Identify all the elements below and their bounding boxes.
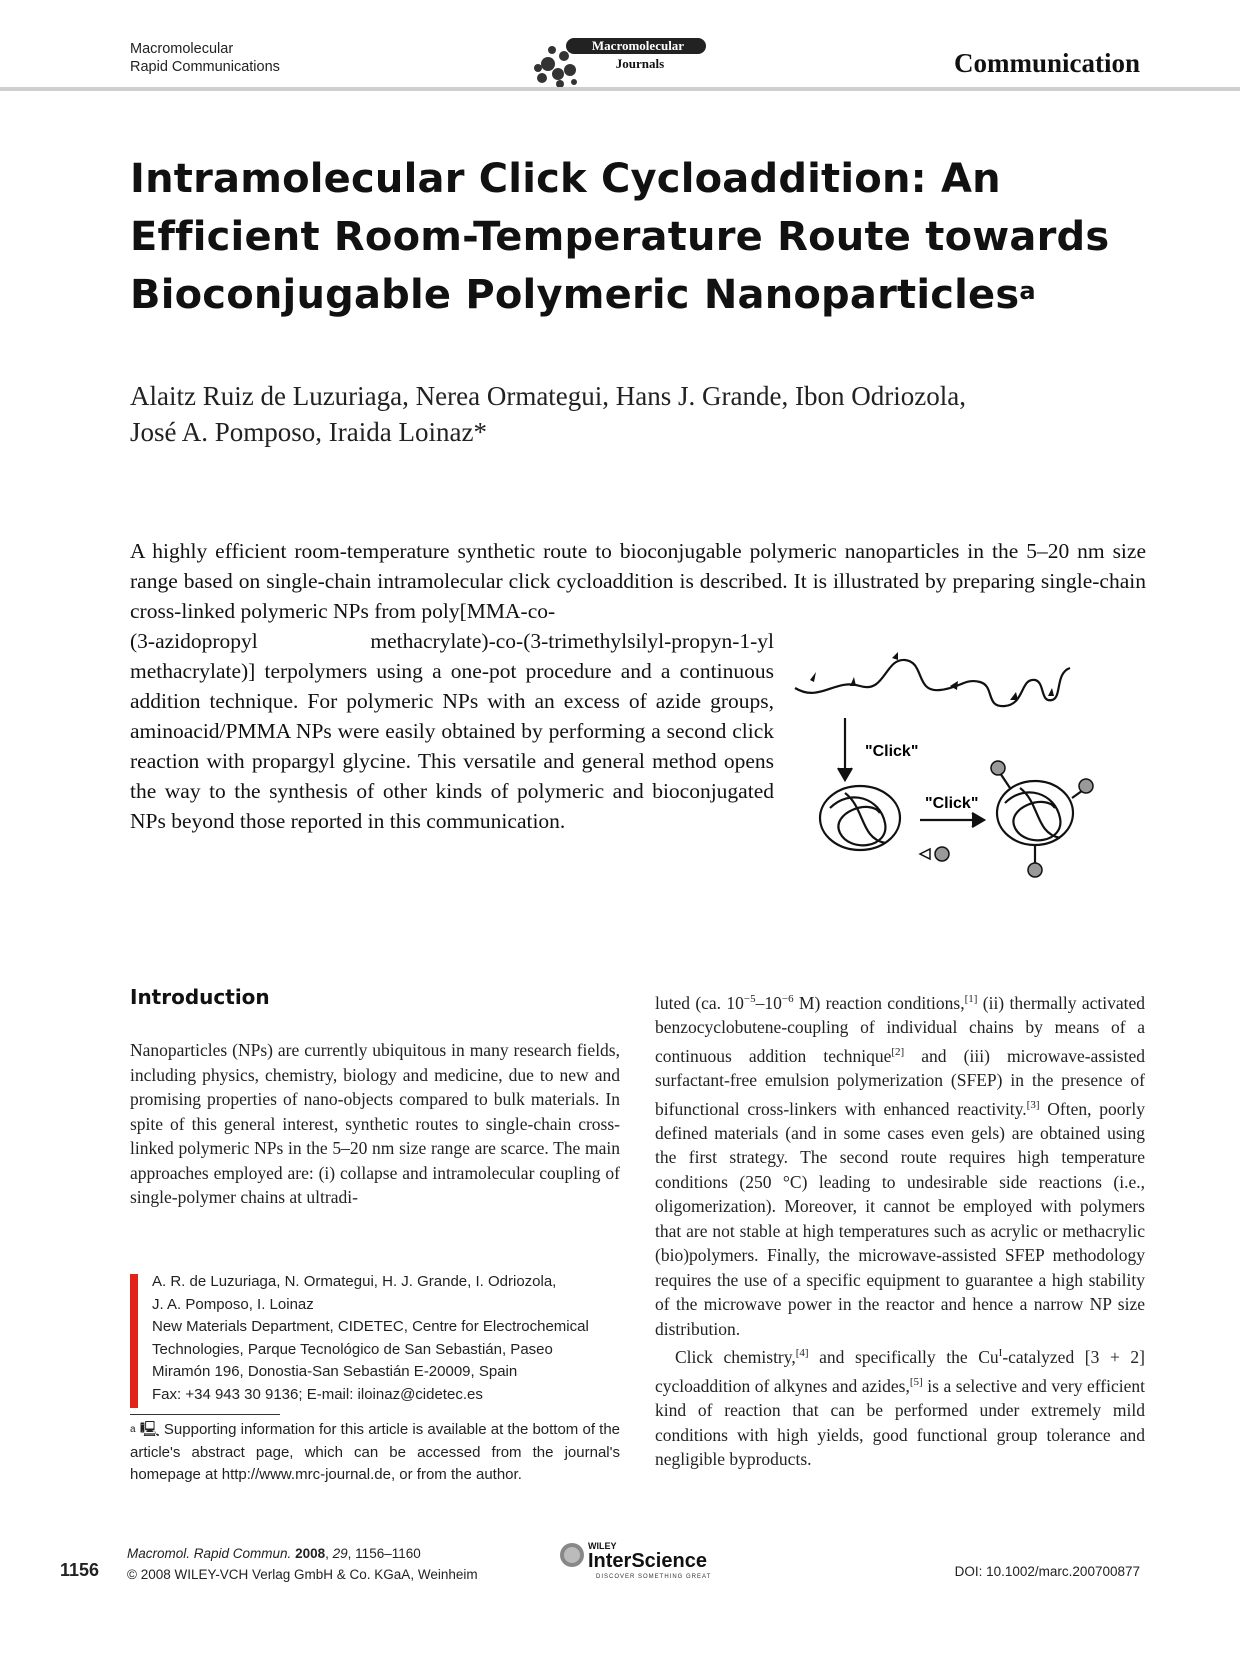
affiliation-accent-bar — [130, 1274, 138, 1408]
citation-ref-3[interactable]: [3] — [1026, 1098, 1040, 1111]
toc-click-label-1: "Click" — [865, 743, 919, 760]
affiliation-line: A. R. de Luzuriaga, N. Ormategui, H. J. Grande, I. Odriozola, — [152, 1273, 557, 1290]
section-type: Communication — [953, 48, 1140, 78]
exponent: −6 — [781, 993, 794, 1005]
publisher-name: InterScience — [588, 1550, 707, 1572]
macromolecular-journals-logo — [528, 28, 718, 90]
exponent: −5 — [743, 993, 756, 1005]
citation-year: 2008 — [295, 1546, 326, 1561]
text-run: is a selective and very efficient kind of reaction that can be performed under extremely mild conditions with high yields, good functional group tolerance and negligible byproducts. — [655, 1375, 1145, 1470]
citation-volume: 29 — [332, 1546, 348, 1561]
affiliation-line: Miramón 196, Donostia-San Sebastián E-20009, Spain — [152, 1363, 518, 1380]
page-number: 1156 — [60, 1560, 100, 1580]
abstract-part1: A highly efficient room-temperature synthetic route to bioconjugable polymeric nanoparticles in the 5–20 nm size range based on single-chain intramolecular click cycloaddition is described. It is illustrated by preparing single-chain cross-linked polymeric NPs from poly[MMA-co- — [130, 539, 1146, 623]
intro-col2-paragraph-1 — [655, 987, 1145, 1341]
text-run: –10 — [755, 992, 782, 1013]
affiliation-line: J. A. Pomposo, I. Loinaz — [152, 1295, 314, 1313]
abstract-part2: (3-azidopropyl methacrylate)-co-(3-trimethylsilyl-propyn-1-yl methacrylate)] terpolymers using a one-pot procedure and a continuous addition technique. For polymeric NPs with an excess of azide groups, aminoacid/PMMA NPs were easily obtained by performing a second click reaction with propargyl glycine. This versatile and general method opens the way to the synthesis of other kinds of polymeric and bioconjugated NPs beyond those reported in this communication. — [130, 629, 774, 833]
wiley-interscience-logo[interactable] — [556, 1533, 736, 1583]
authors-line2: José A. Pomposo, Iraida Loinaz* — [130, 417, 487, 447]
text-run: luted (ca. 10 — [655, 992, 744, 1013]
citation-ref-5[interactable]: [5] — [909, 1375, 923, 1388]
publisher-tagline: DISCOVER SOMETHING GREAT — [596, 1574, 712, 1580]
journal-name-line1: Macromolecular — [130, 41, 234, 57]
citation-line: Macromol. Rapid Commun. 2008, 29, 1156–1160 — [127, 1546, 421, 1561]
doi[interactable]: DOI: 10.1002/marc.200700877 — [954, 1564, 1140, 1579]
text-run: and (iii) microwave-assisted surfactant-free emulsion polymerization (SFEP) in the presence of bifunctional cross-linkers with enhanced reactivity. — [655, 1045, 1145, 1119]
text-run: Often, poorly defined materials (and in some cases even gels) are obtained using the first strategy. The second route requires high temperature conditions (250 °C) leading to undesirable side reactions (i.e., oligomerization). Moreover, it cannot be employed with polymers that are not stable at high temperatures such as acrylic or methacrylic (bio)polymers. Finally, the microwave-assisted SFEP methodology requires the use of a specific equipment to guarantee a high stability of the microwave power in the reactor and hence a narrow NP size distribution. — [655, 1098, 1145, 1339]
text-run: (ii) thermally activated benzocyclobutene-coupling of individual chains by means of a continuous addition technique — [655, 992, 1145, 1066]
text-run: and specifically the Cu — [808, 1347, 999, 1368]
publisher-top: WILEY — [588, 1541, 617, 1551]
footnote-rule — [130, 1414, 280, 1415]
toc-click-label-2: "Click" — [925, 795, 979, 812]
logo-line1: Macromolecular — [591, 38, 685, 53]
article-title — [130, 150, 1130, 324]
text-run: Click chemistry, — [675, 1347, 796, 1368]
nanoparticle-2 — [997, 781, 1073, 845]
citation-journal: Macromol. Rapid Commun. — [127, 1546, 292, 1561]
author-list — [130, 378, 1150, 450]
citation-ref-2[interactable]: [2] — [891, 1045, 905, 1058]
journal-name-line2: Rapid Communications — [130, 59, 280, 75]
intro-column-2 — [655, 987, 1145, 1472]
citation-ref-1[interactable]: [1] — [964, 993, 978, 1005]
intro-column-1: Nanoparticles (NPs) are currently ubiquitous in many research fields, including physics, chemistry, biology and medicine, due to new and promising properties of nano-objects compared to bulk materials. In spite of this general interest, synthetic routes to single-chain cross-linked polymeric NPs in the 5–20 nm size range are scarce. The main approaches employed are: (i) collapse and intramolecular coupling of single-polymer chains at ultradi- — [130, 1040, 620, 1207]
supporting-info-footnote — [130, 1419, 620, 1487]
footnote-marker: a — [130, 1424, 136, 1435]
copyright-line: © 2008 WILEY-VCH Verlag GmbH & Co. KGaA, Weinheim — [127, 1567, 478, 1582]
text-run: M) reaction conditions, — [793, 992, 965, 1013]
journal-name — [130, 40, 280, 76]
toc-graphic — [790, 648, 1100, 908]
logo-line2: Journals — [615, 56, 665, 71]
citation-block — [127, 1543, 478, 1585]
text-run: -catalyzed [3 + 2] cycloaddition of alkynes and azides, — [655, 1347, 1145, 1396]
section-heading-introduction: Introduction — [130, 985, 270, 1009]
citation-ref-4[interactable]: [4] — [795, 1347, 809, 1360]
affiliation-line: New Materials Department, CIDETEC, Centre for Electrochemical — [152, 1318, 589, 1335]
affiliation-contact[interactable]: Fax: +34 943 30 9136; E-mail: iloinaz@cidetec.es — [152, 1385, 483, 1403]
affiliation-line: Technologies, Parque Tecnológico de San Sebastián, Paseo — [152, 1340, 553, 1358]
footnote-text: Supporting information for this article is available at the bottom of the article's abstract page, which can be accessed from the journal's homepage at http://www.mrc-journal.de, or from the author. — [130, 1421, 621, 1483]
citation-pages: , 1156–1160 — [347, 1546, 421, 1561]
intro-col2-paragraph-2 — [655, 1341, 1145, 1471]
affiliation-block — [152, 1271, 632, 1406]
nanoparticle-1 — [820, 786, 900, 850]
header-rule — [0, 87, 1240, 91]
oxidation-state: I — [998, 1347, 1003, 1360]
authors-line1: Alaitz Ruiz de Luzuriaga, Nerea Ormategui, Hans J. Grande, Ibon Odriozola, — [130, 381, 966, 411]
article-title-text: Intramolecular Click Cycloaddition: An Efficient Room-Temperature Route towards Bioconjugable Polymeric Nanoparticles — [130, 156, 1110, 318]
linear-polymer-chain — [795, 660, 1070, 706]
computer-icon: 🖳 — [139, 1421, 160, 1438]
title-footnote-marker: a — [1019, 277, 1036, 305]
